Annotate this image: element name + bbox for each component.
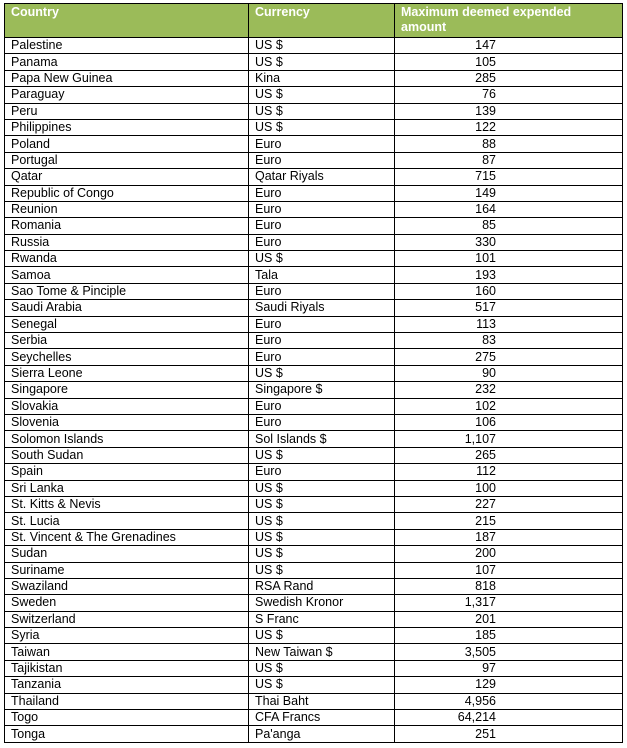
amount-cell: 139 — [395, 103, 623, 119]
amount-cell: 105 — [395, 54, 623, 70]
country-cell: Slovakia — [5, 398, 249, 414]
country-cell: Slovenia — [5, 414, 249, 430]
currency-cell: Swedish Kronor — [249, 595, 395, 611]
table-row — [5, 267, 623, 283]
table-row — [5, 398, 623, 414]
currency-cell: RSA Rand — [249, 578, 395, 594]
currency-cell: US $ — [249, 87, 395, 103]
allowance-table — [4, 3, 623, 743]
currency-cell: US $ — [249, 660, 395, 676]
amount-cell: 64,214 — [395, 710, 623, 726]
amount-cell: 275 — [395, 349, 623, 365]
currency-cell: Euro — [249, 218, 395, 234]
currency-cell: Euro — [249, 316, 395, 332]
country-cell: Rwanda — [5, 251, 249, 267]
amount-cell: 517 — [395, 300, 623, 316]
country-header: Country — [5, 4, 249, 38]
country-cell: Sri Lanka — [5, 480, 249, 496]
country-cell: Switzerland — [5, 611, 249, 627]
amount-cell: 76 — [395, 87, 623, 103]
currency-cell: Kina — [249, 70, 395, 86]
country-cell: Portugal — [5, 152, 249, 168]
amount-cell: 97 — [395, 660, 623, 676]
table-row — [5, 185, 623, 201]
table-row — [5, 234, 623, 250]
table-row — [5, 660, 623, 676]
table-body — [5, 38, 623, 743]
table-row — [5, 87, 623, 103]
currency-cell: US $ — [249, 103, 395, 119]
amount-cell: 200 — [395, 546, 623, 562]
currency-cell: Euro — [249, 234, 395, 250]
table-row — [5, 628, 623, 644]
table-row — [5, 578, 623, 594]
header-row — [5, 4, 623, 38]
table-row — [5, 152, 623, 168]
country-cell: Singapore — [5, 382, 249, 398]
currency-cell: US $ — [249, 447, 395, 463]
table-row — [5, 136, 623, 152]
country-cell: Solomon Islands — [5, 431, 249, 447]
currency-cell: US $ — [249, 119, 395, 135]
currency-cell: US $ — [249, 480, 395, 496]
amount-cell: 160 — [395, 283, 623, 299]
currency-cell: Euro — [249, 464, 395, 480]
currency-cell: Euro — [249, 349, 395, 365]
currency-cell: US $ — [249, 677, 395, 693]
country-cell: Taiwan — [5, 644, 249, 660]
currency-cell: Euro — [249, 414, 395, 430]
amount-cell: 85 — [395, 218, 623, 234]
currency-cell: Qatar Riyals — [249, 169, 395, 185]
table-row — [5, 677, 623, 693]
currency-cell: US $ — [249, 251, 395, 267]
table-row — [5, 513, 623, 529]
country-cell: Senegal — [5, 316, 249, 332]
currency-header: Currency — [249, 4, 395, 38]
country-cell: Swaziland — [5, 578, 249, 594]
amount-cell: 715 — [395, 169, 623, 185]
country-cell: Sao Tome & Pinciple — [5, 283, 249, 299]
currency-cell: US $ — [249, 496, 395, 512]
table-row — [5, 382, 623, 398]
table-row — [5, 595, 623, 611]
currency-cell: Euro — [249, 333, 395, 349]
currency-cell: Euro — [249, 185, 395, 201]
amount-header: Maximum deemed expended amount — [395, 4, 623, 38]
amount-cell: 88 — [395, 136, 623, 152]
country-cell: Sudan — [5, 546, 249, 562]
table-row — [5, 480, 623, 496]
table-row — [5, 726, 623, 742]
amount-cell: 215 — [395, 513, 623, 529]
amount-cell: 83 — [395, 333, 623, 349]
amount-cell: 187 — [395, 529, 623, 545]
currency-cell: US $ — [249, 54, 395, 70]
table-row — [5, 169, 623, 185]
country-cell: Palestine — [5, 38, 249, 54]
table-row — [5, 201, 623, 217]
amount-cell: 113 — [395, 316, 623, 332]
table-row — [5, 38, 623, 54]
currency-cell: Singapore $ — [249, 382, 395, 398]
amount-cell: 285 — [395, 70, 623, 86]
country-cell: Republic of Congo — [5, 185, 249, 201]
country-cell: Seychelles — [5, 349, 249, 365]
currency-cell: Euro — [249, 136, 395, 152]
amount-cell: 4,956 — [395, 693, 623, 709]
country-cell: Spain — [5, 464, 249, 480]
table-row — [5, 349, 623, 365]
amount-cell: 129 — [395, 677, 623, 693]
currency-cell: US $ — [249, 546, 395, 562]
currency-cell: US $ — [249, 562, 395, 578]
amount-cell: 227 — [395, 496, 623, 512]
currency-cell: US $ — [249, 529, 395, 545]
currency-cell: Thai Baht — [249, 693, 395, 709]
country-cell: Poland — [5, 136, 249, 152]
currency-cell: Pa'anga — [249, 726, 395, 742]
country-cell: Philippines — [5, 119, 249, 135]
country-cell: Qatar — [5, 169, 249, 185]
amount-cell: 185 — [395, 628, 623, 644]
table-row — [5, 464, 623, 480]
amount-cell: 106 — [395, 414, 623, 430]
table-row — [5, 300, 623, 316]
country-cell: Saudi Arabia — [5, 300, 249, 316]
currency-cell: Euro — [249, 152, 395, 168]
amount-cell: 232 — [395, 382, 623, 398]
table-row — [5, 251, 623, 267]
table-row — [5, 611, 623, 627]
amount-cell: 330 — [395, 234, 623, 250]
table-row — [5, 70, 623, 86]
table-row — [5, 447, 623, 463]
table-row — [5, 365, 623, 381]
currency-cell: S Franc — [249, 611, 395, 627]
country-cell: Paraguay — [5, 87, 249, 103]
currency-cell: US $ — [249, 513, 395, 529]
country-cell: Togo — [5, 710, 249, 726]
country-cell: St. Lucia — [5, 513, 249, 529]
table-row — [5, 710, 623, 726]
amount-cell: 201 — [395, 611, 623, 627]
table-row — [5, 562, 623, 578]
amount-cell: 251 — [395, 726, 623, 742]
country-cell: Thailand — [5, 693, 249, 709]
table-row — [5, 414, 623, 430]
country-cell: Reunion — [5, 201, 249, 217]
amount-cell: 87 — [395, 152, 623, 168]
amount-cell: 100 — [395, 480, 623, 496]
country-cell: Tonga — [5, 726, 249, 742]
currency-cell: Euro — [249, 201, 395, 217]
currency-cell: Euro — [249, 398, 395, 414]
country-cell: Serbia — [5, 333, 249, 349]
country-cell: Peru — [5, 103, 249, 119]
table-row — [5, 693, 623, 709]
table-row — [5, 333, 623, 349]
table-row — [5, 431, 623, 447]
currency-cell: Tala — [249, 267, 395, 283]
amount-cell: 1,107 — [395, 431, 623, 447]
currency-cell: Sol Islands $ — [249, 431, 395, 447]
table-row — [5, 316, 623, 332]
table-row — [5, 529, 623, 545]
amount-cell: 90 — [395, 365, 623, 381]
currency-cell: CFA Francs — [249, 710, 395, 726]
country-cell: Russia — [5, 234, 249, 250]
country-cell: Tanzania — [5, 677, 249, 693]
amount-cell: 102 — [395, 398, 623, 414]
currency-cell: US $ — [249, 365, 395, 381]
currency-cell: Euro — [249, 283, 395, 299]
table-row — [5, 644, 623, 660]
table-row — [5, 218, 623, 234]
amount-cell: 149 — [395, 185, 623, 201]
country-cell: Romania — [5, 218, 249, 234]
amount-cell: 122 — [395, 119, 623, 135]
currency-cell: Saudi Riyals — [249, 300, 395, 316]
amount-cell: 265 — [395, 447, 623, 463]
amount-cell: 164 — [395, 201, 623, 217]
table-row — [5, 283, 623, 299]
table-row — [5, 546, 623, 562]
country-cell: Tajikistan — [5, 660, 249, 676]
country-cell: South Sudan — [5, 447, 249, 463]
currency-cell: US $ — [249, 628, 395, 644]
currency-cell: US $ — [249, 38, 395, 54]
amount-cell: 101 — [395, 251, 623, 267]
amount-cell: 818 — [395, 578, 623, 594]
amount-cell: 193 — [395, 267, 623, 283]
amount-cell: 107 — [395, 562, 623, 578]
country-cell: St. Kitts & Nevis — [5, 496, 249, 512]
table-row — [5, 103, 623, 119]
country-cell: St. Vincent & The Grenadines — [5, 529, 249, 545]
amount-cell: 1,317 — [395, 595, 623, 611]
country-cell: Papa New Guinea — [5, 70, 249, 86]
table-row — [5, 496, 623, 512]
country-cell: Sweden — [5, 595, 249, 611]
amount-cell: 112 — [395, 464, 623, 480]
table-row — [5, 119, 623, 135]
country-cell: Sierra Leone — [5, 365, 249, 381]
country-cell: Suriname — [5, 562, 249, 578]
country-cell: Syria — [5, 628, 249, 644]
country-cell: Panama — [5, 54, 249, 70]
amount-cell: 3,505 — [395, 644, 623, 660]
amount-cell: 147 — [395, 38, 623, 54]
table-row — [5, 54, 623, 70]
currency-cell: New Taiwan $ — [249, 644, 395, 660]
country-cell: Samoa — [5, 267, 249, 283]
